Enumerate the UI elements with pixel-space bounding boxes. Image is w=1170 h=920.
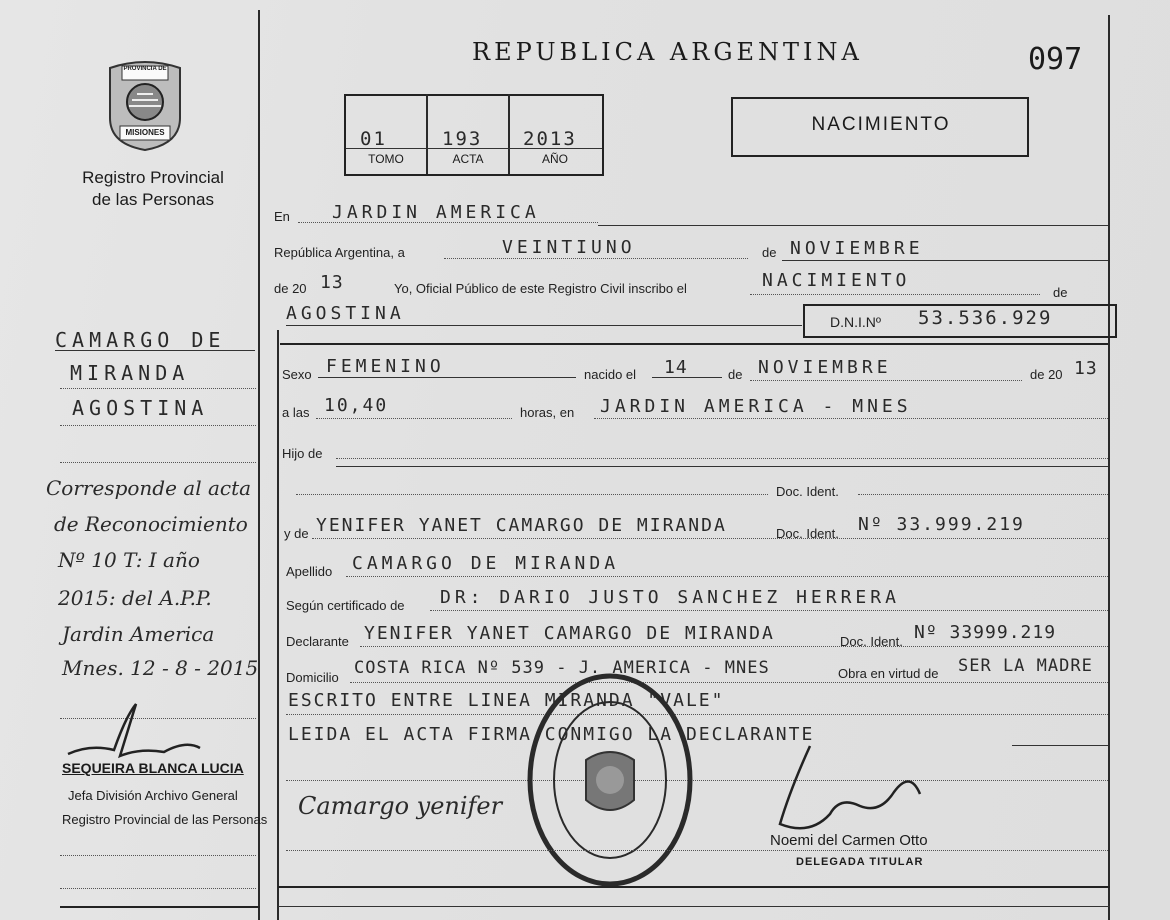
nombre-value: AGOSTINA	[286, 303, 405, 324]
record-type-label: NACIMIENTO	[811, 114, 951, 135]
dia-value: VEINTIUNO	[502, 237, 636, 258]
en-value: JARDIN AMERICA	[332, 202, 540, 223]
right-border	[1108, 15, 1110, 920]
inscribo-label: Yo, Oficial Público de este Registro Civil inscribo el	[394, 281, 687, 296]
tomo-label: TOMO	[368, 152, 404, 166]
margin-rule	[60, 462, 256, 463]
de-label: de	[762, 245, 777, 260]
apellido-label: Apellido	[286, 564, 333, 579]
dni-value: 53.536.929	[918, 307, 1053, 329]
nacido-anio-value: 13	[1074, 358, 1098, 379]
archive-stamp-role: Jefa División Archivo General	[68, 788, 238, 803]
madre-rule	[312, 538, 1108, 539]
certificado-value: DR: DARIO JUSTO SANCHEZ HERRERA	[440, 587, 900, 608]
mes-value: NOVIEMBRE	[790, 238, 924, 259]
sexo-rule	[318, 377, 576, 378]
en-label: En	[274, 209, 290, 224]
yde-label: y de	[284, 526, 309, 541]
inner-column-divider	[277, 330, 279, 920]
declarante-doc-value: Nº 33999.219	[914, 622, 1057, 643]
sexo-label: Sexo	[282, 367, 312, 382]
document-number: 097	[1028, 42, 1083, 77]
apellido-rule	[346, 576, 1108, 577]
domicilio-value: COSTA RICA Nº 539 - J. AMERICA - MNES	[354, 658, 770, 678]
official-name: Noemi del Carmen Otto	[770, 832, 928, 849]
official-signature	[770, 740, 940, 840]
nacido-mes-rule	[750, 380, 1022, 381]
nacido-dia-value: 14	[664, 357, 688, 378]
margin-given-name: AGOSTINA	[72, 396, 209, 420]
hora-value: 10,40	[324, 395, 389, 416]
madre-value: YENIFER YANET CAMARGO DE MIRANDA	[316, 515, 727, 536]
margin-rule	[60, 425, 256, 426]
archive-stamp-office: Registro Provincial de las Personas	[62, 812, 268, 827]
country-title: REPUBLICA ARGENTINA	[472, 38, 863, 66]
padre-doc-rule	[858, 494, 1108, 495]
sexo-value: FEMENINO	[326, 356, 445, 377]
margin-note-line: Jardin America	[62, 622, 215, 646]
declarante-label: Declarante	[286, 634, 349, 649]
nacido-mes-value: NOVIEMBRE	[758, 357, 892, 378]
margin-note-line: 2015: del A.P.P.	[58, 586, 212, 610]
margin-rule	[60, 388, 256, 389]
certificado-rule	[430, 610, 1108, 611]
declarante-signature: Camargo yenifer	[298, 792, 503, 820]
obra-value: SER LA MADRE	[958, 656, 1093, 676]
domicilio-rule	[350, 682, 1108, 683]
margin-note-line: Corresponde al acta	[46, 476, 252, 500]
firma-rule-2	[286, 850, 1108, 851]
declarante-rule	[360, 646, 1108, 647]
section-divider	[280, 343, 1108, 345]
nota-leida-rule	[1012, 745, 1108, 746]
republica-label: República Argentina, a	[274, 245, 405, 260]
official-seal	[520, 670, 700, 890]
tomo-value: 01	[360, 128, 387, 150]
margin-rule	[60, 906, 260, 908]
acta-value: 193	[442, 128, 483, 150]
obra-label: Obra en virtud de	[838, 666, 939, 681]
margin-note-line: Mnes. 12 - 8 - 2015	[62, 656, 259, 680]
margin-note-line: Nº 10 T: I año	[58, 548, 200, 572]
office-name-line2: de las Personas	[92, 190, 214, 209]
margin-note-line: de Reconocimiento	[54, 512, 248, 536]
anio-prefix-label: de 20	[274, 281, 307, 296]
hora-rule	[316, 418, 512, 419]
margin-rule	[55, 350, 255, 351]
acta-label: ACTA	[452, 152, 484, 166]
hijo-label: Hijo de	[282, 446, 323, 461]
anio-registro-value: 13	[320, 272, 344, 293]
lugar-rule	[594, 418, 1108, 419]
anio-value: 2013	[523, 128, 577, 150]
mes-rule	[782, 260, 1108, 261]
provincial-seal	[104, 60, 186, 152]
margin-rule	[60, 888, 256, 889]
signature-scribble-icon	[770, 740, 940, 840]
madre-doc-value: Nº 33.999.219	[858, 514, 1025, 535]
lugar-value: JARDIN AMERICA - MNES	[600, 396, 912, 417]
domicilio-label: Domicilio	[286, 670, 339, 685]
declarante-value: YENIFER YANET CAMARGO DE MIRANDA	[364, 623, 775, 644]
nacido-de-label: de	[728, 367, 743, 382]
office-name-line1: Registro Provincial	[82, 168, 224, 187]
padre-rule	[296, 494, 768, 495]
margin-rule	[60, 855, 256, 856]
en-rule-solid	[598, 225, 1108, 226]
footer-rule-2	[278, 906, 1110, 907]
doc-ident-label-3: Doc. Ident.	[840, 634, 903, 649]
seal-text-top: PROVINCIA DE	[123, 66, 167, 72]
inscribo-rule	[750, 294, 1040, 295]
nota-leida: LEIDA EL ACTA FIRMA CONMIGO LA DECLARANTE	[288, 724, 815, 745]
doc-ident-label-1: Doc. Ident.	[776, 484, 839, 499]
left-column-divider	[258, 10, 260, 920]
nacido-dia-rule	[652, 377, 722, 378]
seal-stamp-icon	[520, 670, 700, 890]
doc-ident-label-2: Doc. Ident.	[776, 526, 839, 541]
dia-rule	[444, 258, 748, 259]
seal-text-bottom: MISIONES	[125, 128, 165, 137]
hijo-rule-solid	[336, 466, 1108, 467]
horas-label: horas, en	[520, 405, 575, 420]
alas-label: a las	[282, 405, 310, 420]
margin-surname-2: MIRANDA	[70, 361, 190, 385]
anio-label: AÑO	[541, 152, 568, 166]
nacido-anio-prefix: de 20	[1030, 367, 1063, 382]
inscribo-value: NACIMIENTO	[762, 270, 911, 291]
de-label-2: de	[1053, 285, 1068, 300]
footer-rule	[278, 886, 1110, 888]
archive-stamp-name: SEQUEIRA BLANCA LUCIA	[62, 760, 244, 776]
dni-label: D.N.I.Nº	[830, 314, 882, 330]
hijo-rule	[336, 458, 1108, 459]
nacido-label: nacido el	[584, 367, 637, 382]
official-role: DELEGADA TITULAR	[796, 856, 924, 868]
apellido-value: CAMARGO DE MIRANDA	[352, 553, 620, 574]
nota-escrito: ESCRITO ENTRE LINEA MIRANDA "VALE"	[288, 690, 725, 711]
margin-surname: CAMARGO DE	[55, 328, 226, 352]
nombre-rule	[286, 325, 802, 326]
certificado-label: Según certificado de	[286, 598, 405, 613]
seal-icon	[104, 60, 186, 152]
